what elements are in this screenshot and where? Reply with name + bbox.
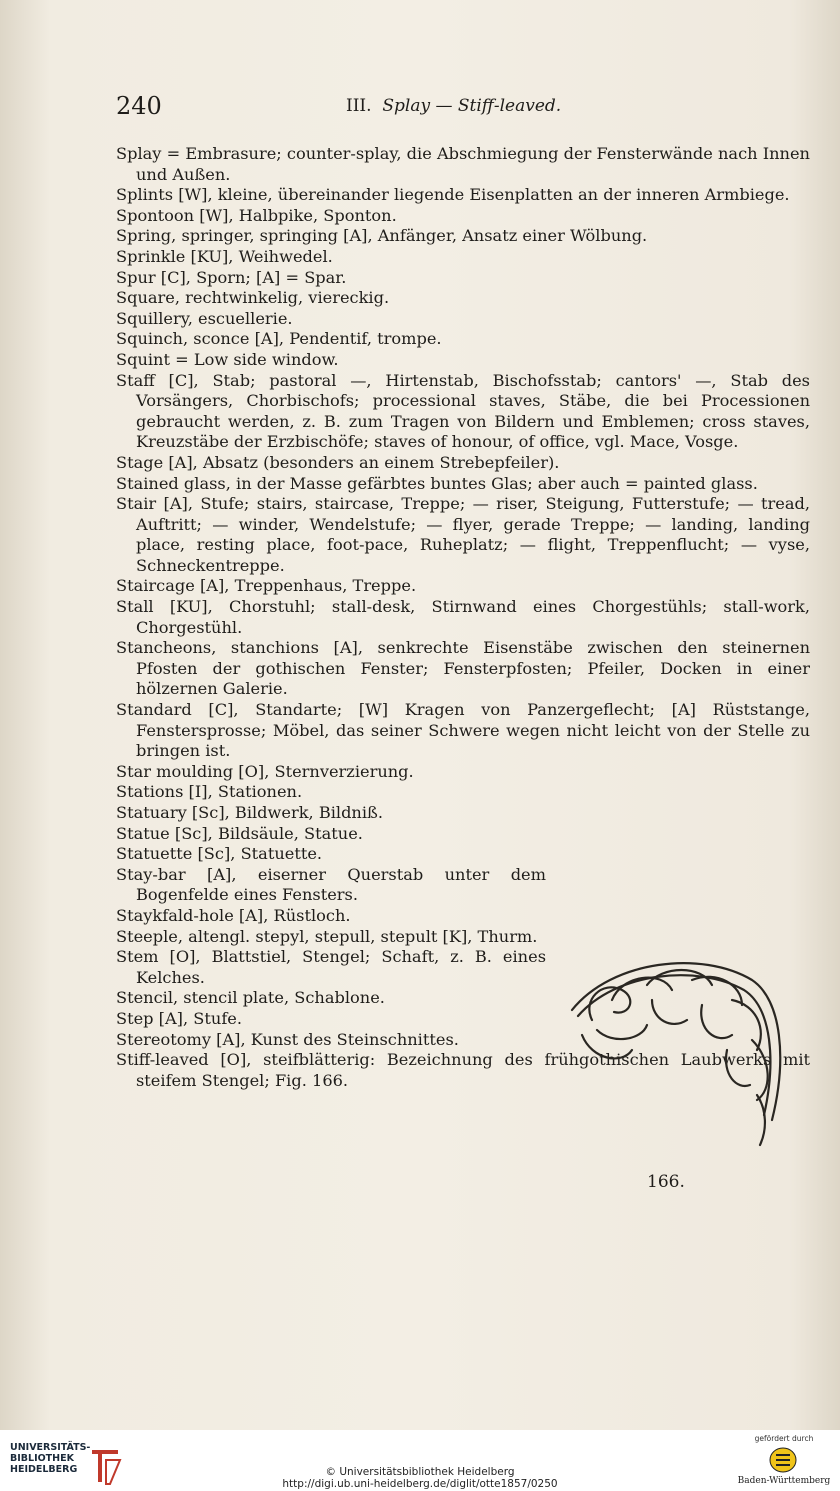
digitization-footer	[0, 1430, 840, 1491]
sponsor-name: Baden-Württemberg	[737, 1476, 831, 1486]
entry-staircage: Staircage [A], Treppenhaus, Treppe.	[116, 576, 417, 596]
entry-statuette: Statuette [Sc], Statuette.	[116, 844, 323, 864]
entry-splints: Splints [W], kleine, übereinander liegende Eisenplatten an der inneren Armbiege.	[116, 185, 790, 205]
entry-spring: Spring, springer, springing [A], Anfänger, Ansatz einer Wölbung.	[116, 226, 648, 246]
entry-statue: Statue [Sc], Bildsäule, Statue.	[116, 823, 363, 843]
entry-stained-glass: Stained glass, in der Masse gefärbtes buntes Glas; aber auch = painted glass.	[116, 473, 758, 493]
entry-standard: Standard [C], Standarte; [W] Kragen von Panzergeflecht; [A] Rüststange, Fenstersprosse; Möbel, das seiner Schwere wegen nicht leicht von der Stelle zu bringen ist.	[116, 700, 810, 761]
entry-squint: Squint = Low side window.	[116, 349, 339, 369]
entry-stations: Stations [I], Stationen.	[116, 782, 303, 802]
running-header	[116, 92, 716, 122]
entry-stair: Stair [A], Stufe; stairs, staircase, Treppe; — riser, Steigung, Futterstufe; — tread, Auftritt; — winder, Wendelstufe; — flyer, gerade Treppe; — landing, landing place, resting place, foot-pace, Ruheplatz; — flight, Treppenflucht; — vyse, Schneckentreppe.	[116, 494, 810, 575]
entry-squinch: Squinch, sconce [A], Pendentif, trompe.	[116, 329, 442, 349]
entry-stall: Stall [KU], Chorstuhl; stall-desk, Stirnwand eines Chorgestühls; stall-work, Chorgestühl.	[116, 597, 810, 637]
section-topic: Splay — Stiff-leaved.	[382, 96, 562, 116]
foliage-ornament-icon	[552, 950, 792, 1150]
entry-staff: Staff [C], Stab; pastoral —, Hirtenstab, Bischofsstab; cantors' —, Stab des Vorsängers, Chorbischofs; processional staves, Stäbe, die bei Processionen gebraucht werden, z. B. zum Tragen von Bildern und Emblemen; cross staves, Kreuzstäbe der Erzbischöfe; staves of honour, of office, vgl. Mace, Vosge.	[116, 370, 810, 452]
entry-stem: Stem [O], Blattstiel, Stengel; Schaft, z. B. eines Kelches.	[116, 947, 546, 987]
coat-of-arms-icon	[764, 1446, 802, 1474]
entry-squillery: Squillery, escuellerie.	[116, 308, 293, 328]
entry-steeple: Steeple, altengl. stepyl, stepull, stepult [K], Thurm.	[116, 926, 538, 946]
entry-stancheons: Stancheons, stanchions [A], senkrechte Eisenstäbe zwischen den steinernen Pfosten der gothischen Fenster; Fensterpfosten; Pfeiler, Docken in einer hölzernen Galerie.	[116, 638, 810, 699]
entry-stiff-leaved: Stiff-leaved [O], steifblätterig: Bezeichnung des frühgothischen Laubwerks mit steifem Stengel; Fig. 166.	[116, 1050, 810, 1090]
figure-label: 166.	[647, 1172, 685, 1192]
entry-stencil: Stencil, stencil plate, Schablone.	[116, 988, 385, 1008]
entry-statuary: Statuary [Sc], Bildwerk, Bildniß.	[116, 803, 383, 822]
sponsor-label: gefördert durch	[754, 1434, 814, 1443]
entry-spontoon: Spontoon [W], Halbpike, Sponton.	[116, 205, 397, 225]
sponsor-block	[736, 1434, 832, 1488]
library-name: UNIVERSITÄTS- BIBLIOTHEK HEIDELBERG	[10, 1442, 91, 1475]
entry-star-moulding: Star moulding [O], Sternverzierung.	[116, 761, 414, 781]
entry-spur: Spur [C], Sporn; [A] = Spar.	[116, 267, 347, 287]
page-number: 240	[116, 92, 162, 120]
copyright-notice: © Universitätsbibliothek Heidelberg	[325, 1466, 515, 1478]
entry-stay-bar: Stay-bar [A], eiserner Querstab unter dem Bogenfelde eines Fensters.	[116, 864, 546, 905]
entry-splay: Splay = Embrasure; counter-splay, die Abschmiegung der Fensterwände nach Innen und Außen.	[116, 144, 810, 184]
running-title	[346, 96, 561, 116]
permalink[interactable]: http://digi.ub.uni-heidelberg.de/diglit/otte1857/0250	[282, 1478, 558, 1490]
entry-staykfald-hole: Staykfald-hole [A], Rüstloch.	[116, 905, 351, 925]
section-number: III.	[346, 96, 372, 116]
entry-sprinkle: Sprinkle [KU], Weihwedel.	[116, 246, 333, 266]
entry-square: Square, rechtwinkelig, viereckig.	[116, 288, 390, 308]
entry-stage: Stage [A], Absatz (besonders an einem Strebepfeiler).	[116, 452, 560, 472]
entry-stereotomy: Stereotomy [A], Kunst des Steinschnittes.	[116, 1029, 459, 1049]
entry-step: Step [A], Stufe.	[116, 1008, 243, 1028]
